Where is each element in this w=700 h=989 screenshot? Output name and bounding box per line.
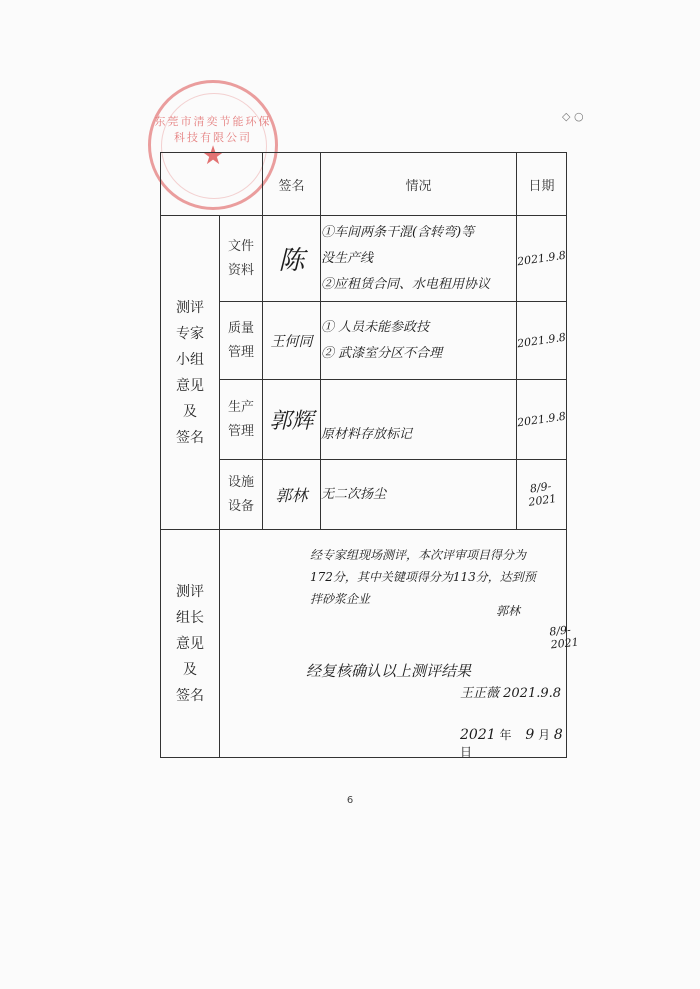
page-number: 6 — [346, 795, 354, 806]
final-date — [460, 726, 566, 760]
situation-cell — [321, 460, 517, 530]
month-unit: 月 — [538, 728, 551, 742]
label-line: 设备 — [227, 498, 254, 514]
table-row — [161, 216, 567, 302]
opinion-line: 172分，其中关键项得分为113分，达到预拌砂浆企业 — [310, 570, 536, 606]
situation-line: ② 武漆室分区不合理 — [321, 345, 443, 361]
label-line: 组长 — [176, 609, 204, 626]
date-cell — [517, 380, 567, 460]
row-label-quality — [220, 302, 263, 380]
final-date-month: 9 — [525, 727, 535, 743]
table-row — [161, 380, 567, 460]
label-line: 意见 — [176, 377, 204, 394]
situation-line: 没生产线 — [321, 250, 374, 266]
expert-group-label — [161, 216, 220, 530]
seal-star-icon: ★ — [201, 141, 225, 171]
situation-line: ①车间两条干混(含转弯)等 — [321, 224, 475, 240]
situation-cell — [321, 380, 517, 460]
header-row — [161, 153, 567, 216]
signature-cell — [263, 216, 321, 302]
final-date-year: 2021 — [460, 727, 496, 743]
final-date-day: 8 — [553, 727, 563, 743]
row-label-production — [220, 380, 263, 460]
leader-signature: 郭林 — [496, 604, 521, 618]
row-label-documents — [220, 216, 263, 302]
label-line: 签名 — [176, 429, 204, 446]
label-line: 及 — [183, 403, 197, 420]
leader-signature-date: 8/9-2021 — [548, 623, 580, 652]
signature-cell — [263, 302, 321, 380]
label-line: 及 — [183, 661, 197, 678]
label-line: 小组 — [176, 351, 204, 368]
year-unit: 年 — [499, 728, 512, 742]
header-signature: 签名 — [263, 153, 321, 216]
seal-text: 东莞市清奕节能环保科技有限公司 — [154, 115, 272, 144]
label-line: 资料 — [227, 262, 254, 278]
leader-group-label — [161, 530, 220, 758]
date-cell — [517, 302, 567, 380]
row-label-facilities — [220, 460, 263, 530]
handwritten-signature: 郭辉 — [269, 409, 314, 434]
day-unit: 日 — [460, 745, 473, 759]
date-cell — [517, 460, 567, 530]
corner-mark: ◇ ○ — [562, 110, 584, 123]
situation-cell — [321, 302, 517, 380]
evaluation-table — [160, 152, 580, 759]
label-line: 专家 — [176, 325, 204, 342]
handwritten-date: 2021.9.8 — [516, 330, 567, 351]
label-line: 管理 — [227, 344, 254, 360]
label-line: 测评 — [176, 299, 204, 316]
leader-opinion-text — [310, 544, 540, 610]
table-row — [161, 460, 567, 530]
label-line: 意见 — [176, 635, 204, 652]
signature-cell — [263, 380, 321, 460]
opinion-line: 经专家组现场测评，本次评审项目得分为 — [310, 548, 527, 562]
handwritten-date: 8/9-2021 — [527, 479, 558, 509]
header-situation: 情况 — [321, 153, 517, 216]
situation-line: 无二次扬尘 — [321, 486, 387, 502]
situation-line: ②应租赁合同、水电租用协议 — [321, 276, 491, 292]
reviewer-signature: 王正薇 2021.9.8 — [460, 686, 562, 701]
handwritten-date: 2021.9.8 — [516, 248, 567, 269]
situation-line: 原材料存放标记 — [321, 426, 413, 442]
label-line: 设施 — [227, 474, 254, 490]
handwritten-signature: 王何同 — [270, 333, 313, 350]
handwritten-signature: 郭林 — [275, 486, 308, 505]
situation-cell — [321, 216, 517, 302]
leader-row — [161, 530, 567, 758]
handwritten-signature: 陈 — [278, 246, 305, 276]
label-line: 质量 — [227, 320, 254, 336]
date-cell — [517, 216, 567, 302]
label-line: 测评 — [176, 583, 204, 600]
table-row — [161, 302, 567, 380]
label-line: 生产 — [227, 399, 254, 415]
header-date: 日期 — [517, 153, 567, 216]
label-line: 文件 — [227, 238, 254, 254]
review-confirmation: 经复核确认以上测评结果 — [306, 662, 472, 680]
situation-line: ① 人员未能参政技 — [321, 319, 430, 335]
signature-cell — [263, 460, 321, 530]
handwritten-date: 2021.9.8 — [516, 409, 567, 430]
label-line: 签名 — [176, 687, 204, 704]
leader-opinion-cell — [220, 530, 580, 759]
header-blank — [161, 153, 263, 216]
label-line: 管理 — [227, 423, 254, 439]
